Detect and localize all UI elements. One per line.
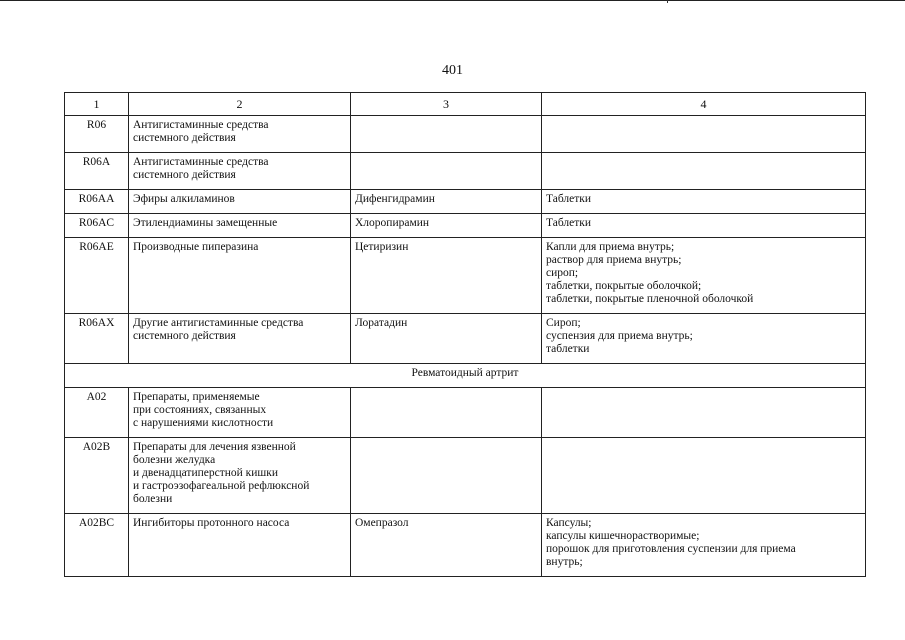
table-row	[65, 190, 866, 214]
table-row	[65, 514, 866, 577]
header-col-3: 3	[351, 93, 542, 116]
group-name	[129, 214, 351, 238]
group-name	[129, 514, 351, 577]
dosage-form	[542, 116, 866, 153]
atc-code: R06AC	[65, 214, 129, 238]
top-rule	[0, 0, 905, 1]
dosage-form-text: Капсулы; капсулы кишечнорастворимые; порошок для приготовления суспензии для приема внутрь;	[546, 517, 796, 568]
dosage-form	[542, 438, 866, 514]
section-title: Ревматоидный артрит	[65, 364, 866, 388]
group-name-text: Другие антигистаминные средства системного действия	[133, 317, 304, 342]
drug-name	[351, 116, 542, 153]
header-col-2: 2	[129, 93, 351, 116]
group-name-text: Ингибиторы протонного насоса	[133, 517, 290, 529]
group-name	[129, 314, 351, 364]
dosage-form	[542, 190, 866, 214]
drug-name: Омепразол	[351, 514, 542, 577]
drug-name: Цетиризин	[351, 238, 542, 314]
atc-code: A02	[65, 388, 129, 438]
drug-name: Лоратадин	[351, 314, 542, 364]
table-row	[65, 388, 866, 438]
dosage-form	[542, 153, 866, 190]
group-name-text: Препараты для лечения язвенной болезни желудка и двенадцатиперстной кишки и гастроэзофагеальной рефлюксной болезни	[133, 441, 310, 505]
table-row	[65, 314, 866, 364]
top-rule-tick	[667, 0, 668, 3]
group-name-text: Препараты, применяемые при состояниях, связанных с нарушениями кислотности	[133, 391, 274, 429]
dosage-form	[542, 214, 866, 238]
group-name	[129, 438, 351, 514]
dosage-form	[542, 314, 866, 364]
atc-code: R06	[65, 116, 129, 153]
table-row	[65, 116, 866, 153]
group-name	[129, 190, 351, 214]
group-name-text: Производные пиперазина	[133, 241, 259, 253]
dosage-form-text: Таблетки	[546, 193, 592, 205]
drug-name	[351, 388, 542, 438]
table-row	[65, 153, 866, 190]
dosage-form-text: Сироп; суспензия для приема внутрь; таблетки	[546, 317, 693, 355]
group-name-text: Эфиры алкиламинов	[133, 193, 235, 205]
drug-name: Дифенгидрамин	[351, 190, 542, 214]
dosage-form	[542, 388, 866, 438]
group-name-text: Этилендиамины замещенные	[133, 217, 278, 229]
drug-name: Хлоропирамин	[351, 214, 542, 238]
atc-code: A02B	[65, 438, 129, 514]
table-row	[65, 438, 866, 514]
atc-code: R06AE	[65, 238, 129, 314]
group-name	[129, 388, 351, 438]
atc-code: R06AX	[65, 314, 129, 364]
group-name-text: Антигистаминные средства системного действия	[133, 119, 269, 144]
atc-code: R06A	[65, 153, 129, 190]
dosage-form-text: Таблетки	[546, 217, 592, 229]
table-row	[65, 214, 866, 238]
header-row	[65, 93, 866, 116]
section-row	[65, 364, 866, 388]
page-number: 401	[442, 63, 463, 78]
dosage-form	[542, 514, 866, 577]
group-name	[129, 238, 351, 314]
group-name	[129, 116, 351, 153]
header-col-1: 1	[65, 93, 129, 116]
dosage-form	[542, 238, 866, 314]
dosage-form-text: Капли для приема внутрь; раствор для приема внутрь; сироп; таблетки, покрытые оболочкой; таблетки, покрытые пленочной оболочкой	[546, 241, 754, 305]
drug-table	[64, 92, 866, 577]
drug-name	[351, 153, 542, 190]
atc-code: A02BC	[65, 514, 129, 577]
drug-name	[351, 438, 542, 514]
atc-code: R06AA	[65, 190, 129, 214]
table-row	[65, 238, 866, 314]
group-name	[129, 153, 351, 190]
group-name-text: Антигистаминные средства системного действия	[133, 156, 269, 181]
header-col-4: 4	[542, 93, 866, 116]
